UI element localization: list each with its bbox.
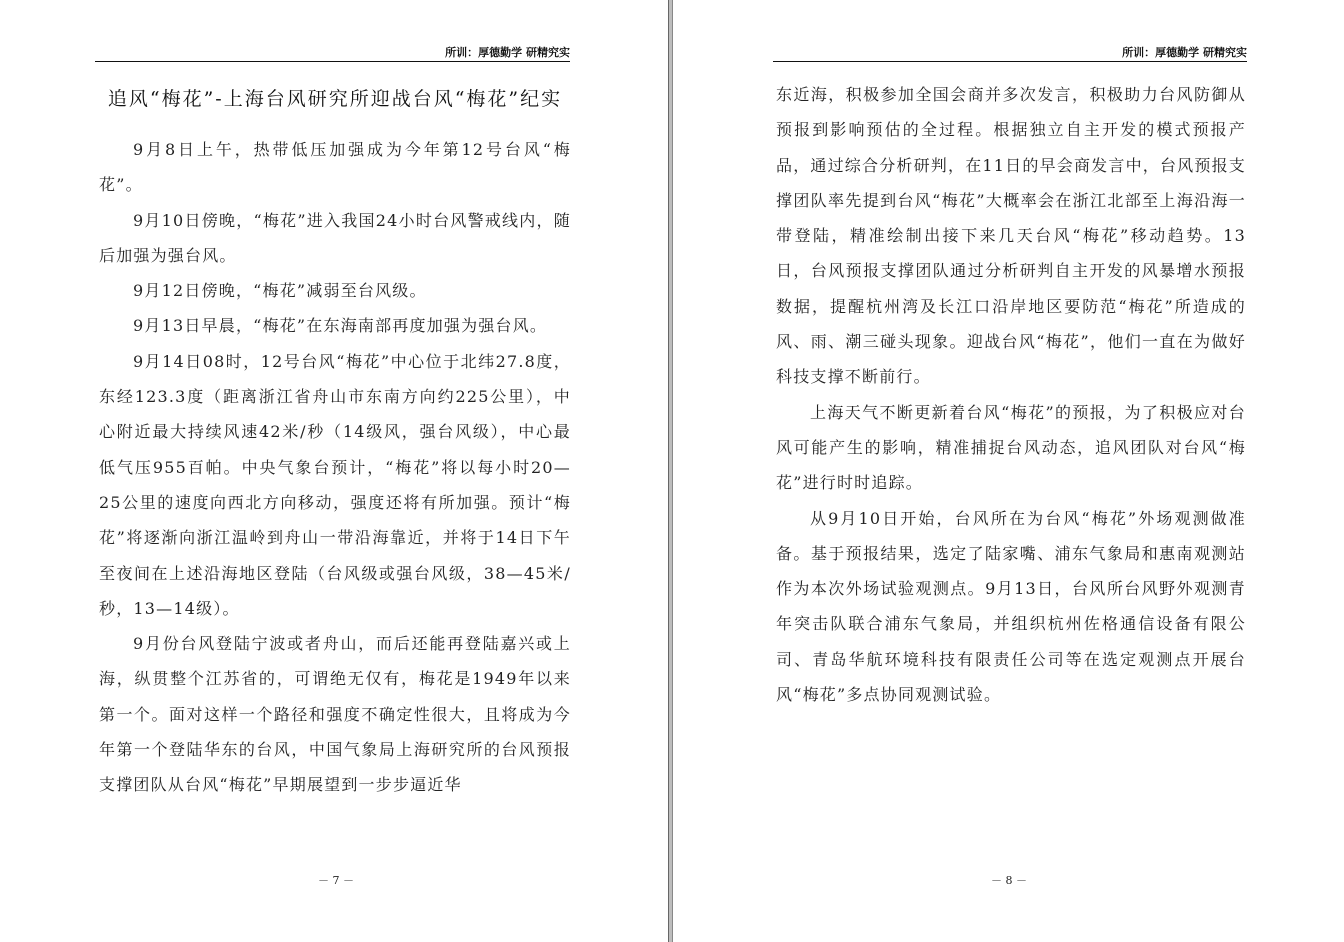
header-motto: 所训：厚德勤学 研精究实 (1122, 46, 1247, 59)
paragraph: 9月份台风登陆宁波或者舟山，而后还能再登陆嘉兴或上海，纵贯整个江苏省的，可谓绝无仅有，梅花是1949年以来第一个。面对这样一个路径和强度不确定性很大，且将成为今年第一个登陆华东的台风，中国气象局上海研究所的台风预报支撑团队从台风“梅花”早期展望到一步步逼近华 (99, 634, 571, 795)
paragraph: 9月8日上午，热带低压加强成为今年第12号台风“梅花”。 (99, 140, 571, 195)
page-number: － 8 － (991, 874, 1027, 887)
article-title: 追风“梅花”-上海台风研究所迎战台风“梅花”纪实 (107, 88, 563, 110)
paragraph: 9月12日傍晚，“梅花”减弱至台风级。 (133, 281, 427, 301)
page-body (776, 77, 1246, 712)
paragraph: 从9月10日开始，台风所在为台风“梅花”外场观测做准备。基于预报结果，选定了陆家嘴、浦东气象局和惠南观测站作为本次外场试验观测点。9月13日，台风所台风野外观测青年突击队联合浦东气象局，并组织杭州佐格通信设备有限公司、青岛华航环境科技有限责任公司等在选定观测点开展台风“梅花”多点协同观测试验。 (776, 508, 1246, 705)
header-rule (773, 61, 1247, 62)
paragraph: 9月13日早晨，“梅花”在东海南部再度加强为强台风。 (133, 316, 548, 336)
header-motto: 所训：厚德勤学 研精究实 (445, 46, 570, 59)
page-body (99, 80, 571, 803)
page-number: － 7 － (318, 874, 354, 887)
continued-paragraph: 东近海，积极参加全国会商并多次发言，积极助力台风防御从预报到影响预估的全过程。根据独立自主开发的模式预报产品，通过综合分析研判，在11日的早会商发言中，台风预报支撑团队率先提到台风“梅花”大概率会在浙江北部至上海沿海一带登陆，精准绘制出接下来几天台风“梅花”移动趋势。13日，台风预报支撑团队通过分析研判自主开发的风暴增水预报数据，提醒杭州湾及长江口沿岸地区要防范“梅花”所造成的风、雨、潮三碰头现象。迎战台风“梅花”，他们一直在为做好科技支撑不断前行。 (776, 85, 1246, 387)
header-rule (95, 61, 570, 62)
paragraph: 9月10日傍晚，“梅花”进入我国24小时台风警戒线内，随后加强为强台风。 (99, 210, 571, 265)
paragraph: 9月14日08时，12号台风“梅花”中心位于北纬27.8度，东经123.3度（距离浙江省舟山市东南方向约225公里），中心附近最大持续风速42米/秒（14级风，强台风级），中心最低气压955百帕。中央气象台预计，“梅花”将以每小时20—25公里的速度向西北方向移动，强度还将有所加强。预计“梅花”将逐渐向浙江温岭到舟山一带沿海靠近，并将于14日下午至夜间在上述沿海地区登陆（台风级或强台风级，38—45米/秒，13—14级）。 (99, 351, 571, 618)
right-page (673, 0, 1344, 942)
left-page (0, 0, 668, 942)
paragraph: 上海天气不断更新着台风“梅花”的预报，为了积极应对台风可能产生的影响，精准捕捉台风动态，追风团队对台风“梅花”进行时时追踪。 (776, 402, 1246, 493)
